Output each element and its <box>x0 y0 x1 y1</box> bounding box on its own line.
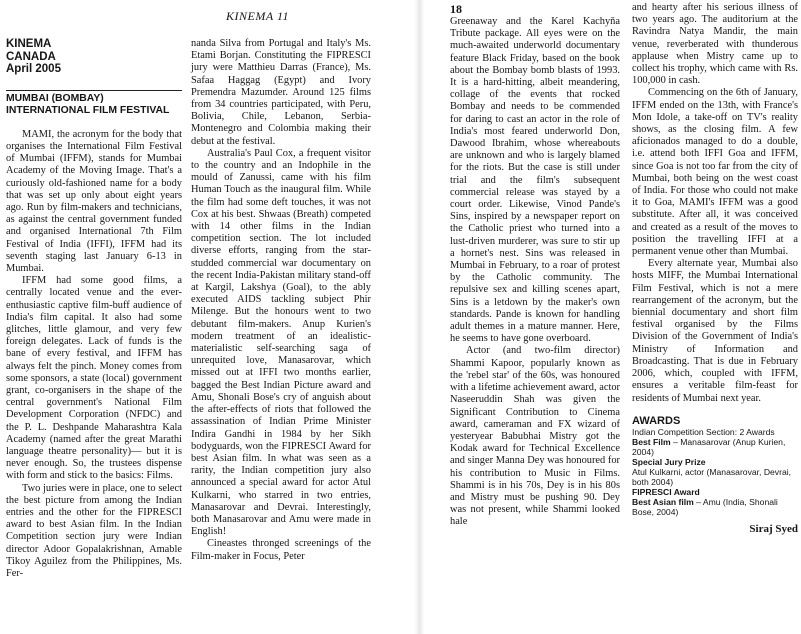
paragraph: Australia's Paul Cox, a frequent visitor to the country and an Indophile in the mould of Zanussi, came with his film Human Touch as the inaugural film. While the film had some deft touches, it was not Cox at his best. Shwaas (Breath) competed with 14 other films in the Indian competition section. The lot included diverse efforts, ranging from the star-studded commercial war documentary on the recent India-Pakistan military stand-off at Kargil, Lakshya (Goal), to the ably executed AIDS tackling subject Phir Milenge. But the honours went to two debutant film-makers. Anup Kurien's modern treatment of an idealistic-materialistic self-searching saga of unrequited love, Manasarovar, which missed out at IFFI two months earlier, bagged the Best Indian Picture award and Amu, Shonali Bose's cry of anguish about the after-effects of riots that followed the assassination of Indian Prime Minister Indira Gandhi in 1984 by her Sikh bodyguards, won the FIPRESCI Award for best Asian film. In what was seen as a rarity, the Indian competition jury also announced a special award for actor Atul Kulkarni, who starred in two entries, Manasarovar and Devrai. Interestingly, both Manasarovar and Amu were made in English! <box>191 147 371 538</box>
award-line: Indian Competition Section: 2 Awards <box>632 426 775 437</box>
byline: Siraj Syed <box>749 522 798 535</box>
award-line: Atul Kulkarni, actor (Manasarovar, Devrai, both 2004) <box>632 466 792 487</box>
headline-rule <box>6 90 182 91</box>
awards-heading: AWARDS <box>632 414 681 427</box>
award-line: Best Film – Manasarovar (Anup Kurien, 2004) <box>632 436 786 457</box>
masthead <box>6 38 182 76</box>
paragraph: nanda Silva from Portugal and Italy's Ms. Etami Borjan. Constituting the FIPRESCI jury were Matthieu Darras (France), Ms. Safaa Haggag (Egypt) and Ivory Premendra Mazumder. Around 125 films from 34 countries participated, with Peru, Bolivia, Chile, Lebanon, Serbia-Montenegro and Colombia making their debut at the festival. <box>191 38 371 147</box>
award-line: Special Jury Prize <box>632 456 706 467</box>
running-head: KINEMA 11 <box>226 9 290 23</box>
paragraph: Every alternate year, Mumbai also hosts MIFF, the Mumbai International Film Festival, which is not a mere rearrangement of the acronym, but the biennial documentary and short film festival organised by the Films Division of the Government of India's Ministry of Information and Broadcasting. That is due in February 2006, which, coupled with IFFM, ensures a veritable film-feast for residents of Mumbai next year. <box>632 258 798 404</box>
right-page <box>420 0 801 634</box>
column-1 <box>6 38 182 580</box>
paragraph: MAMI, the acronym for the body that organises the International Film Festival of Mumbai (IFFM), stands for Mumbai Academy of the Moving Image. That's a curiously old-fashioned name for a body that was set up only about eight years ago. Run by film-makers and technicians, as against the central government funded and organised International 7th Film Festival of India (IFFI), IFFM had its seventh staging last January 6-13 in Mumbai. <box>6 128 182 274</box>
column-4 <box>632 2 798 535</box>
award-line: FIPRESCI Award <box>632 486 700 497</box>
paragraph: Greenaway and the Karel Kachyňa Tribute package. All eyes were on the much-awaited underworld documentary feature Black Friday, based on the book about the Bombay bomb blasts of 1993. It is a hard-hitting, albeit meandering, collage of the events that rocked Bombay and needs to be commended for daring to cast an actor in the role of India's most feared underworld Don, Dawood Ibrahim, whose whereabouts are unknown and who is largely blamed for the riots. But the case is still under trial and the film's subsequent commercial release was stayed by a court order. Likewise, Vinod Pande's Sins, inspired by a newspaper report on the Catholic priest who turned into a lust-driven murderer, was sure to stir up a hornet's nest. Sins was released in Mumbai in February, to a roar of protest by the Catholic community. The repulsive sex and killing scenes apart, Sins is a letdown by the maker's own standards. Pande is known for handling adult themes in a mature manner. Here, he seems to have gone overboard. <box>450 16 620 345</box>
paragraph: Cineastes thronged screenings of the Film-maker in Focus, Peter <box>191 538 371 562</box>
article-headline: MUMBAI (BOMBAY) INTERNATIONAL FILM FESTIVAL <box>6 92 170 116</box>
award-line: Best Asian film – Amu (India, Shonali Bose, 2004) <box>632 496 778 517</box>
column-3 <box>450 16 620 529</box>
paragraph: IFFM had some good films, a centrally located venue and the ever-enthusiastic captive film-buff audience of India's film capital. It also had some glitches, little glamour, and very few foreign delegates. Lack of funds is the bane of every festival, and IFFM has always felt the pinch. Money comes from some sponsors, a state (local) government grant, co-organisers in the shape of the central government's National Film Development Corporation (NFDC) and the P. L. Deshpande Maharashtra Kala Academy (named after the great Marathi language theatre personality)— but it is never enough. So, the trustees dispense with form and stick to the basics: Films. <box>6 275 182 482</box>
page-number: 18 <box>450 2 462 16</box>
column-2 <box>191 38 371 563</box>
paragraph: Commencing on the 6th of January, IFFM ended on the 13th, with France's Mon Idole, a take-off on TV's reality shows, as the closing film. A few aficionados managed to do a double, i.e. attend both IFFI Goa and IFFM, since Goa is not too far from the city of Mumbai, both being on the west coast of India. For those who could not make it to Goa, MAMI's IFFM was a good substitute. After all, it was conceived and created as a result of the moves to position the travelling IFFI at a permanent venue other than Mumbai. <box>632 87 798 258</box>
paragraph: Two juries were in place, one to select the best picture from among the Indian entries and the other for the FIPRESCI award to best Asian film. In the Indian Competition section jury were Indian director Adoor Gopalakrishnan, Amable Tikoy Aguilez from the Philippines, Ms. Fer- <box>6 482 182 579</box>
masthead-country: CANADA <box>6 50 56 63</box>
paragraph: Actor (and two-film director) Shammi Kapoor, popularly known as the 'rebel star' of the 60s, was honoured with a lifetime achievement award, actor Naseeruddin Shah was given the Significant Contribution to Cinema award, cameraman and FX wizard of yesteryear Babubhai Mistry got the Kodak award for Technical Excellence and singer Manna Dey was honoured for his contribution to Music in Films. Shammi is in his 70s, Dey is in his 80s and Mistry must be pushing 90. Dey was not present, while Shammi looked hale <box>450 345 620 528</box>
masthead-title: KINEMA <box>6 38 52 50</box>
masthead-date: April 2005 <box>6 63 61 75</box>
paragraph: and hearty after his serious illness of two years ago. The auditorium at the Ravindra Natya Mandir, the main venue, reverberated with thunderous applause when Mistry came up to collect his trophy, which came with Rs. 100,000 in cash. <box>632 2 798 87</box>
awards-list <box>632 427 798 517</box>
